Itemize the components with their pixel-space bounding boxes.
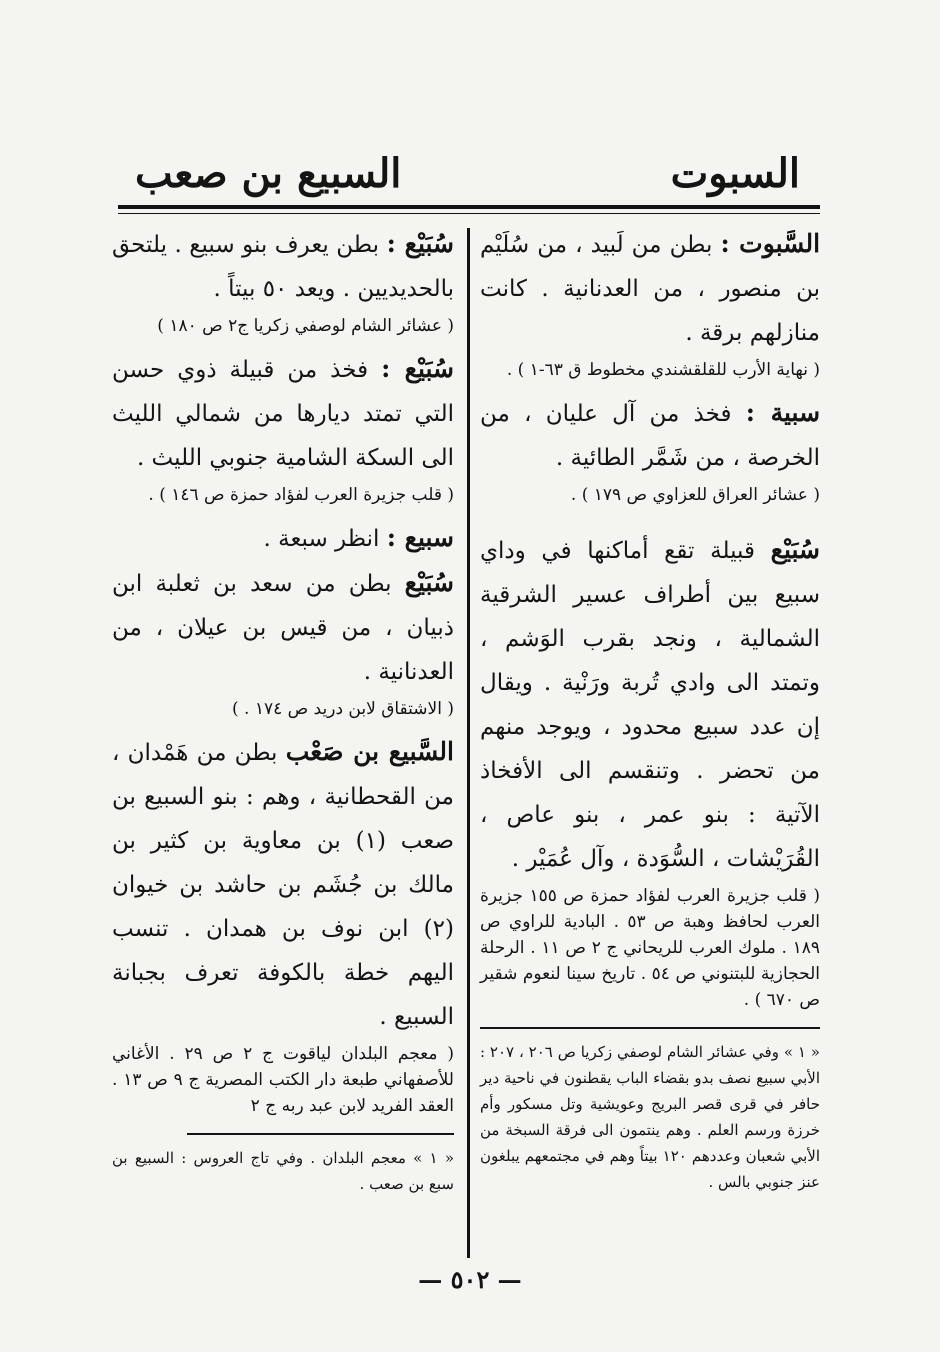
entry-text: فخذ من آل عليان ، من الخرصة ، من شَمَّر الطائية . bbox=[480, 401, 820, 471]
headword: السَّبوت : bbox=[720, 229, 821, 258]
entry-text: انظر سبعة . bbox=[263, 526, 380, 552]
footnote-rule bbox=[187, 1133, 454, 1135]
running-header-left: السبيع بن صعب bbox=[135, 150, 402, 197]
headword: السَّبيع بن صَعْب bbox=[285, 737, 454, 766]
page-number: — ٥٠٢ — bbox=[418, 1265, 522, 1294]
headword: سُبَيْع bbox=[404, 568, 454, 597]
headword: سبيع : bbox=[386, 523, 454, 552]
headword: سبية : bbox=[745, 398, 821, 427]
entry-source: ( نهاية الأرب للقلقشندي مخطوط ق ٦٣-١ ) . bbox=[506, 360, 820, 380]
entry-subay-tribe bbox=[480, 528, 820, 881]
running-header-right: السبوت bbox=[670, 150, 800, 197]
entry-source: ( قلب جزيرة العرب لفؤاد حمزة ص ١٤٦ ) . bbox=[148, 485, 454, 505]
entry-subay-3 bbox=[112, 561, 454, 694]
footnote: « ١ » معجم البلدان . وفي تاج العروس : السبيع بن سبع بن صعب . bbox=[112, 1149, 454, 1193]
entry-source: ( قلب جزيرة العرب لفؤاد حمزة ص ١٥٥ جزيرة العرب لحافظ وهبة ص ٥٣ . البادية للراوي ص ١٨٩ . ملوك العرب للريحاني ج ٢ ص ١١ . الرحلة الحجازية للبتنوني ص ٥٤ . تاريخ سينا لنعوم شقير ص ٦٧٠ ) . bbox=[480, 886, 821, 1010]
entry-text: بطن من هَمْدان ، من القحطانية ، وهم : بنو السبيع بن صعب (١) بن معاوية بن كثير بن مالك بن جُشَم بن حاشد بن خيوان (٢) ابن نوف بن همدان . تنسب اليهم خطة بالكوفة تعرف بجبانة السبيع . bbox=[112, 740, 454, 1030]
entry-text: قبيلة تقع أماكنها في وداي سبيع بين أطراف عسير الشرقية الشمالية ، ونجد بقرب الوَشم ، وتمتد الى وادي تُربة ورَنْية . ويقال إن عدد سبيع محدود ، ويوجد منهم من تحضر . وتنقسم الى الأفخاذ الآتية : بنو عمر ، بنو عاص ، القُرَيْشات ، السُّوَدة ، وآل عُمَيْر . bbox=[480, 538, 820, 872]
entry-source: ( الاشتقاق لابن دريد ص ١٧٤ . ) bbox=[231, 699, 454, 719]
entry-subay-1 bbox=[112, 222, 454, 311]
entry-source: ( عشائر الشام لوصفي زكريا ج٢ ص ١٨٠ ) bbox=[157, 316, 454, 336]
headword: سُبَيْع bbox=[770, 535, 820, 564]
column-divider bbox=[467, 228, 470, 1258]
entry-sabya bbox=[480, 391, 820, 480]
entry-text: بطن من سعد بن ثعلبة ابن ذبيان ، من قيس بن عيلان ، من العدنانية . bbox=[112, 571, 454, 685]
entry-sabi bbox=[112, 516, 454, 561]
entry-sabi-ibn-sab bbox=[112, 730, 454, 1039]
headword: سُبَيْع : bbox=[381, 354, 455, 383]
entry-subay-2 bbox=[112, 347, 454, 480]
headword: سُبَيْع : bbox=[386, 229, 454, 258]
entry-source: ( معجم البلدان لياقوت ج ٢ ص ٢٩ . الأغاني للأصفهاني طبعة دار الكتب المصرية ج ٩ ص ١٣ . العقد الفريد لابن عبد ربه ج ٢ bbox=[112, 1044, 454, 1116]
header-rule-thin bbox=[118, 213, 820, 214]
entry-source: ( عشائر العراق للعزاوي ص ١٧٩ ) . bbox=[570, 485, 820, 505]
footnote: « ١ » وفي عشائر الشام لوصفي زكريا ص ٢٠٦ ، ٢٠٧ : الأبي سبيع نصف بدو بقضاء الباب يقطنون في ناحية دير حافر في قرى قصر البريج وعويشية وتل مسكور وأم خرزة ورسم العلم . وهم ينتمون الى فرقة السبخة من الأبي شعبان وعددهم ١٢٠ بيتاً وهم في مجتمعهم يبلغون عنز جنوبي بالس . bbox=[480, 1043, 821, 1191]
footnote-rule bbox=[480, 1027, 820, 1029]
header-rule-thick bbox=[118, 205, 820, 209]
right-column bbox=[480, 222, 820, 1195]
left-column bbox=[112, 222, 454, 1197]
entry-text: بطن يعرف بنو سبيع . يلتحق بالحديديين . ويعد ٥٠ بيتاً . bbox=[112, 232, 454, 302]
entry-text: بطن من لَبيد ، من سُلَيْم بن منصور ، من العدنانية . كانت منازلهم برقة . bbox=[480, 232, 820, 346]
entry-text: فخذ من قبيلة ذوي حسن التي تمتد ديارها من شمالي الليث الى السكة الشامية جنوبي الليث . bbox=[112, 357, 454, 471]
entry-sabut bbox=[480, 222, 820, 355]
